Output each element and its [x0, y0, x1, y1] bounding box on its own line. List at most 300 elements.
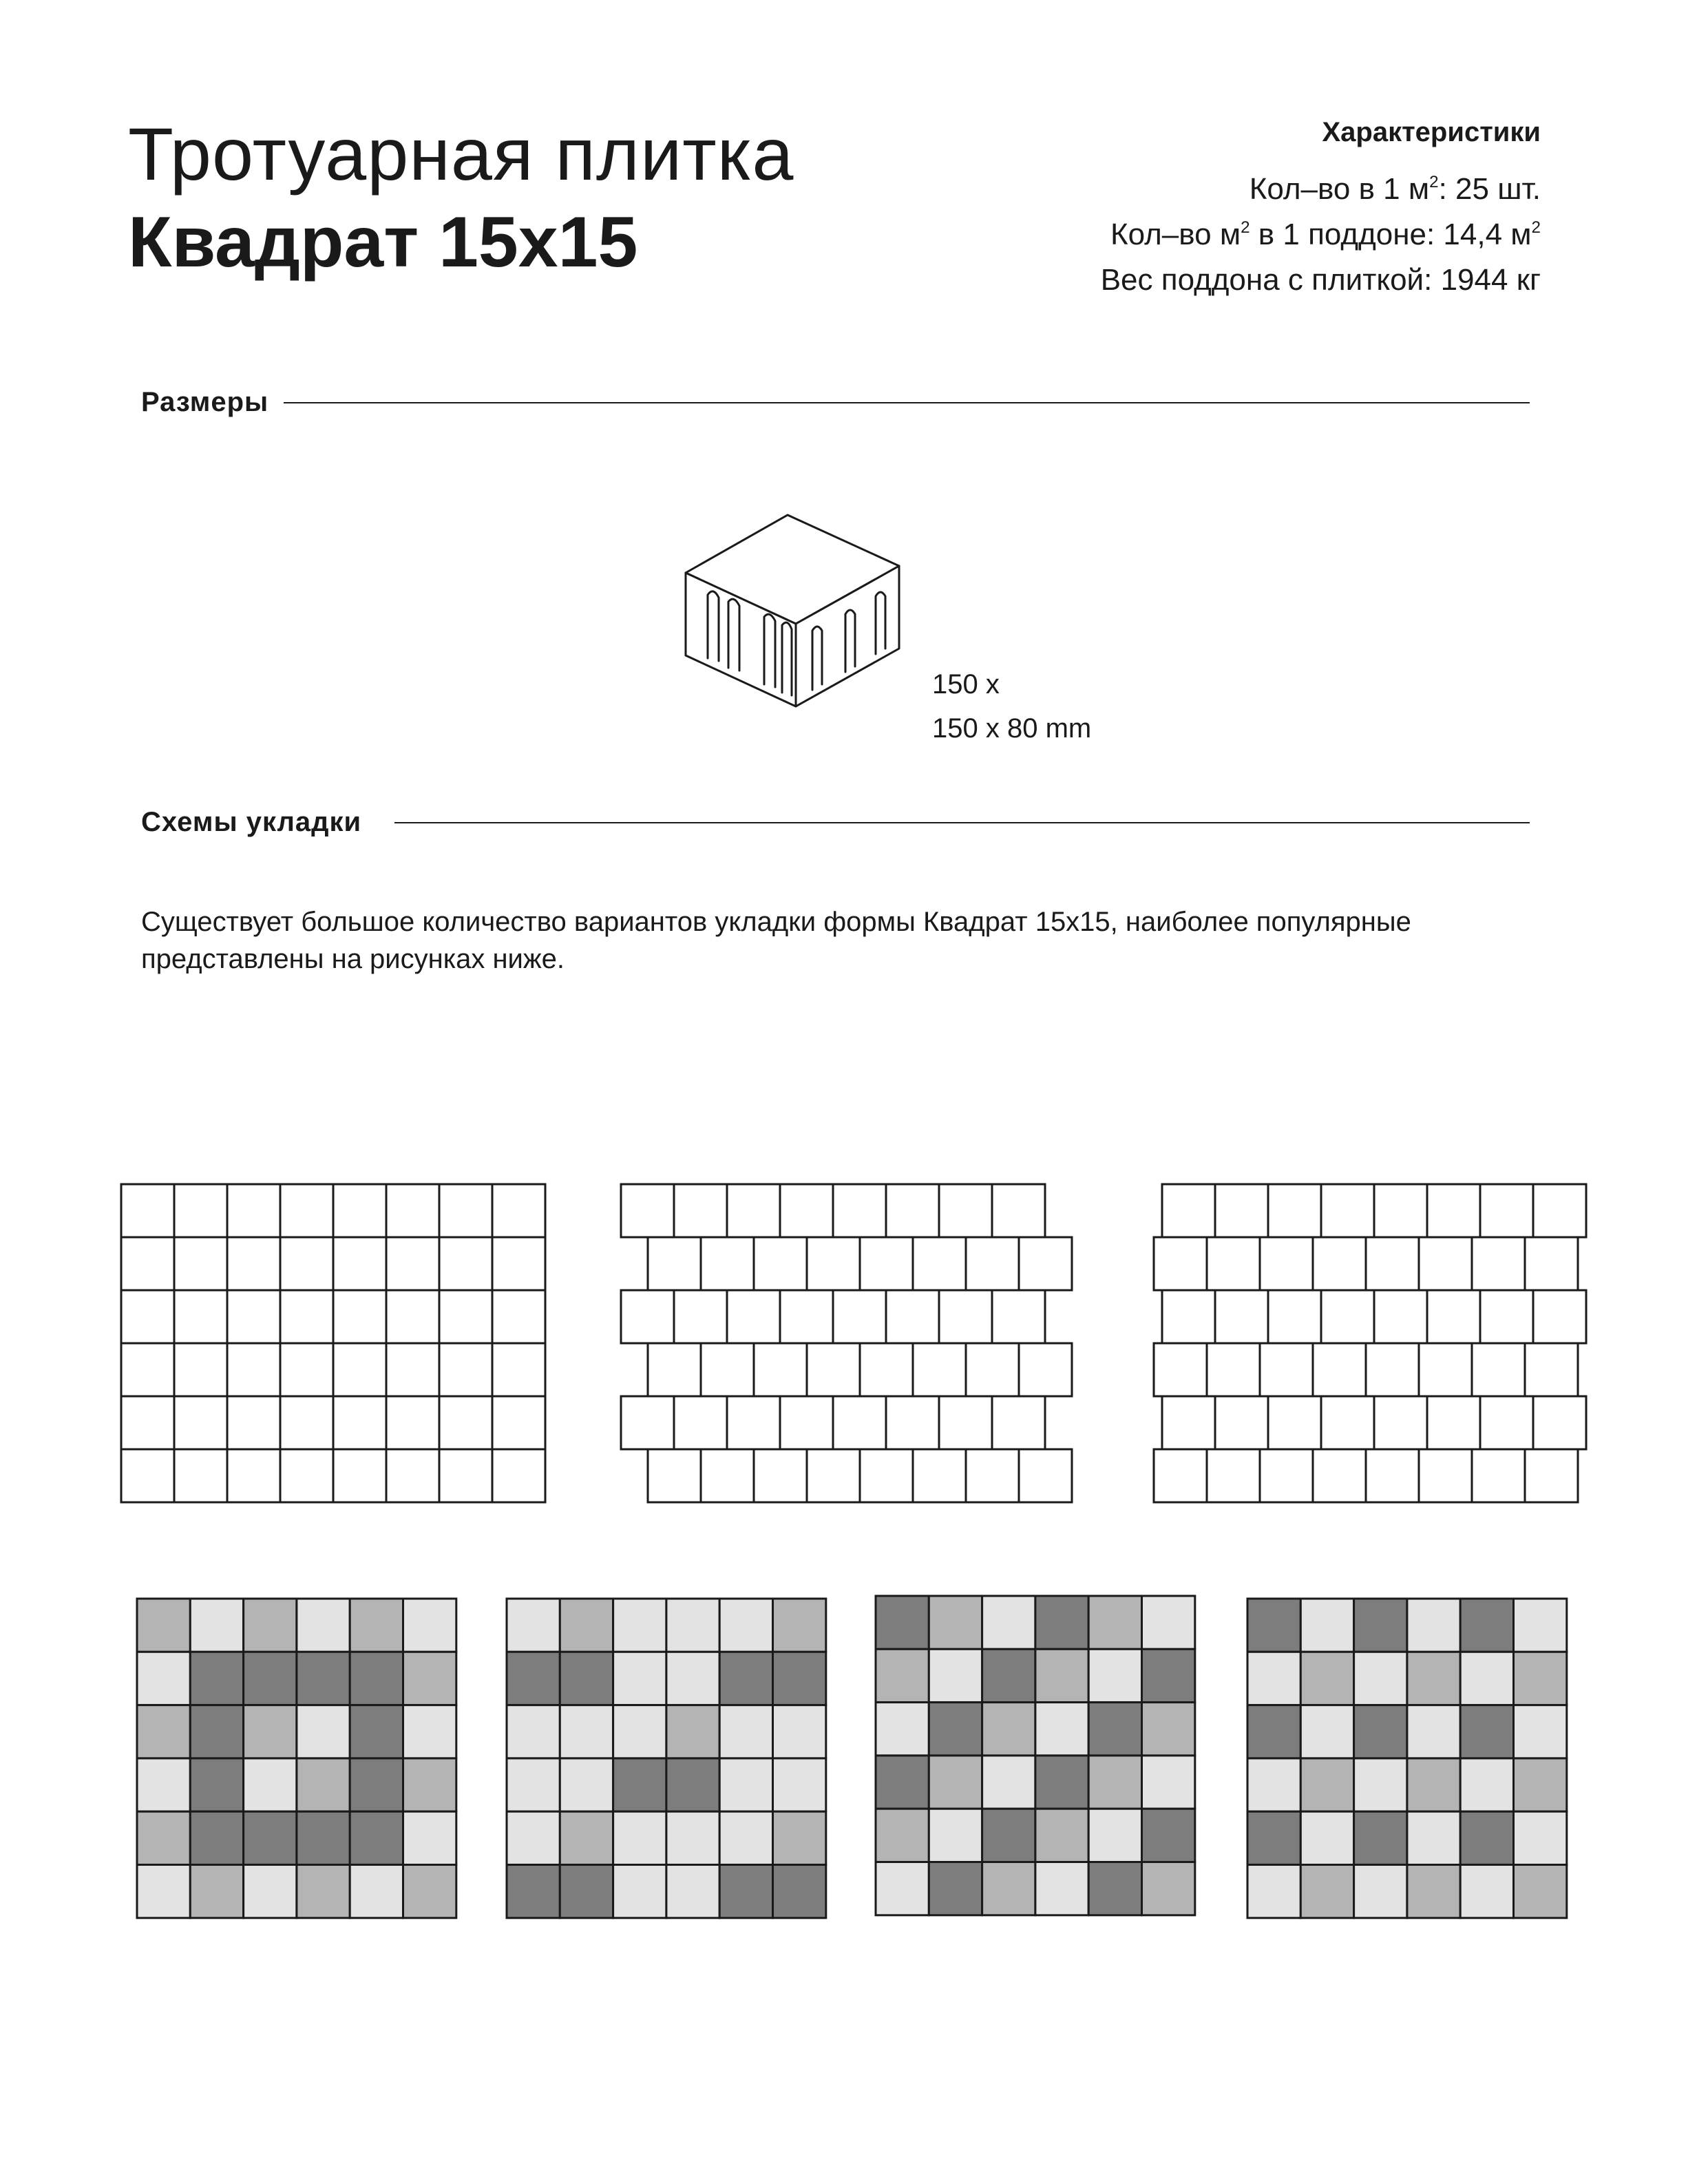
paver-tile	[1300, 1758, 1353, 1811]
paver-tile	[297, 1811, 350, 1864]
paver-tile	[507, 1758, 560, 1811]
paver-tile	[1268, 1290, 1321, 1343]
paver-tile	[648, 1343, 701, 1396]
paver-tile	[1480, 1290, 1533, 1343]
specs-heading: Характеристики	[1322, 117, 1541, 147]
paver-tile	[386, 1343, 439, 1396]
paver-tile	[780, 1184, 833, 1237]
paver-tile	[833, 1184, 886, 1237]
paver-tile	[350, 1758, 403, 1811]
paver-tile	[666, 1599, 719, 1652]
paver-tile	[719, 1705, 772, 1758]
paver-tile	[1514, 1758, 1567, 1811]
paver-tile	[807, 1449, 860, 1502]
paver-tile	[1533, 1184, 1586, 1237]
paver-tile	[1215, 1184, 1268, 1237]
paver-tile	[966, 1343, 1019, 1396]
paver-tile	[386, 1184, 439, 1237]
paver-tile	[719, 1652, 772, 1705]
paver-tile	[666, 1705, 719, 1758]
paver-tile	[403, 1652, 456, 1705]
paver-tile	[1019, 1343, 1072, 1396]
paver-tile	[386, 1396, 439, 1449]
paver-tile	[227, 1396, 280, 1449]
paver-tile	[350, 1705, 403, 1758]
paver-tile	[1366, 1343, 1419, 1396]
paver-tile	[121, 1290, 174, 1343]
paver-tile	[1247, 1758, 1300, 1811]
paver-tile	[982, 1649, 1035, 1702]
paver-tile	[1480, 1396, 1533, 1449]
paver-tile	[1419, 1237, 1472, 1290]
paver-tile	[1088, 1756, 1141, 1809]
paver-tile	[982, 1862, 1035, 1915]
paver-tile	[701, 1343, 754, 1396]
paver-tile	[1514, 1705, 1567, 1758]
paver-tile	[227, 1343, 280, 1396]
paver-tile	[860, 1343, 913, 1396]
paver-tile	[1419, 1449, 1472, 1502]
paver-tile	[833, 1290, 886, 1343]
section-sizes	[141, 387, 1530, 418]
paver-tile	[1407, 1599, 1460, 1652]
paver-tile	[719, 1599, 772, 1652]
paver-tile	[1260, 1237, 1313, 1290]
paver-tile	[333, 1396, 386, 1449]
paver-tile	[174, 1237, 227, 1290]
paver-tile	[773, 1599, 826, 1652]
paver-tile	[1427, 1290, 1480, 1343]
paver-tile	[403, 1705, 456, 1758]
paver-tile	[913, 1237, 966, 1290]
dimensions-line-1: 150 х	[932, 669, 1000, 699]
paver-tile	[1313, 1449, 1366, 1502]
paver-tile	[754, 1237, 807, 1290]
paver-tile	[1035, 1703, 1088, 1756]
paver-tile	[1142, 1703, 1195, 1756]
paver-tile	[860, 1449, 913, 1502]
paver-tile	[1260, 1449, 1313, 1502]
paver-tile	[613, 1652, 666, 1705]
paver-tile	[190, 1599, 243, 1652]
paver-tile	[666, 1758, 719, 1811]
paver-tile	[1154, 1237, 1207, 1290]
paver-tile	[137, 1865, 190, 1918]
paver-tile	[876, 1862, 929, 1915]
paver-tile	[1162, 1396, 1215, 1449]
paver-tile	[992, 1290, 1045, 1343]
paver-tile	[492, 1184, 545, 1237]
paver-tile	[560, 1811, 613, 1864]
paver-tile	[1321, 1184, 1374, 1237]
paver-tile	[701, 1449, 754, 1502]
paver-tile	[507, 1705, 560, 1758]
paver-tile	[174, 1449, 227, 1502]
paver-tile	[780, 1290, 833, 1343]
paver-tile	[507, 1652, 560, 1705]
section-schemes-title: Схемы укладки	[141, 807, 362, 837]
paver-tile	[333, 1449, 386, 1502]
pattern-stretcher-bond-a	[620, 1183, 1074, 1504]
paver-tile	[1088, 1596, 1141, 1649]
paver-tile	[1419, 1343, 1472, 1396]
paver-tile	[929, 1649, 982, 1702]
paver-tile	[674, 1290, 727, 1343]
paver-tile	[1407, 1811, 1460, 1864]
pattern-color-scheme-2	[505, 1597, 829, 1921]
paver-tile	[1313, 1343, 1366, 1396]
paver-tile	[966, 1237, 1019, 1290]
spec-qty-per-m2: Кол–во в 1 $м^2$: 25 шт.	[1249, 172, 1541, 206]
paver-tile	[929, 1703, 982, 1756]
paver-tile	[1142, 1596, 1195, 1649]
paver-tile	[280, 1396, 333, 1449]
paver-tile	[403, 1599, 456, 1652]
paver-tile	[280, 1343, 333, 1396]
paver-tile	[280, 1184, 333, 1237]
paver-tile	[507, 1811, 560, 1864]
paver-tile	[507, 1865, 560, 1918]
paver-tile	[1514, 1811, 1567, 1864]
paver-tile	[876, 1649, 929, 1702]
section-divider	[394, 822, 1530, 823]
paver-tile	[403, 1811, 456, 1864]
paver-tile	[886, 1396, 939, 1449]
title-product-name: Квадрат 15х15	[128, 202, 638, 282]
paver-tile	[1407, 1652, 1460, 1705]
paver-tile	[350, 1652, 403, 1705]
paver-tile	[1374, 1396, 1427, 1449]
paver-tile	[1354, 1652, 1407, 1705]
paver-tile	[876, 1703, 929, 1756]
paver-tile	[727, 1184, 780, 1237]
paver-tile	[439, 1396, 492, 1449]
paver-tile	[939, 1290, 992, 1343]
dimensions-line-2: 150 х 80 mm	[932, 713, 1092, 744]
paver-tile	[1154, 1449, 1207, 1502]
paver-tile	[1514, 1599, 1567, 1652]
paver-tile	[244, 1758, 297, 1811]
paver-tile	[121, 1343, 174, 1396]
paver-tile	[403, 1865, 456, 1918]
paver-tile	[1247, 1599, 1300, 1652]
paver-tile	[1088, 1862, 1141, 1915]
paver-tile	[1407, 1705, 1460, 1758]
paver-tile	[727, 1290, 780, 1343]
paver-tile	[992, 1396, 1045, 1449]
paver-tile	[350, 1865, 403, 1918]
paver-tile	[244, 1811, 297, 1864]
paver-tile	[719, 1811, 772, 1864]
paver-tile	[1366, 1237, 1419, 1290]
paver-tile	[1472, 1343, 1525, 1396]
paver-tile	[350, 1811, 403, 1864]
paver-tile	[807, 1343, 860, 1396]
paver-tile	[560, 1705, 613, 1758]
paver-tile	[1268, 1396, 1321, 1449]
paver-tile	[773, 1652, 826, 1705]
section-laying-schemes	[141, 807, 1530, 838]
paver-tile	[1407, 1758, 1460, 1811]
paver-illustration	[677, 512, 911, 712]
paver-tile	[773, 1705, 826, 1758]
paver-tile	[982, 1596, 1035, 1649]
paver-tile	[1154, 1343, 1207, 1396]
paver-tile	[1035, 1649, 1088, 1702]
paver-tile	[1162, 1184, 1215, 1237]
paver-tile	[244, 1865, 297, 1918]
paver-tile	[1354, 1758, 1407, 1811]
paver-tile	[1533, 1396, 1586, 1449]
paver-tile	[333, 1290, 386, 1343]
paver-tile	[439, 1449, 492, 1502]
paver-tile	[1366, 1449, 1419, 1502]
paver-tile	[939, 1396, 992, 1449]
paver-tile	[719, 1865, 772, 1918]
paver-tile	[1354, 1599, 1407, 1652]
paver-tile	[1374, 1184, 1427, 1237]
paver-tile	[1407, 1865, 1460, 1918]
paver-tile	[137, 1652, 190, 1705]
paver-tile	[621, 1396, 674, 1449]
paver-tile	[1247, 1652, 1300, 1705]
paver-tile	[121, 1449, 174, 1502]
paver-tile	[244, 1652, 297, 1705]
paver-tile	[966, 1449, 1019, 1502]
paver-tile	[674, 1396, 727, 1449]
section-divider	[284, 402, 1530, 403]
paver-tile	[1142, 1649, 1195, 1702]
paver-tile	[333, 1184, 386, 1237]
paver-tile	[1472, 1449, 1525, 1502]
paver-tile	[613, 1865, 666, 1918]
paver-tile	[1525, 1343, 1578, 1396]
paver-tile	[1514, 1865, 1567, 1918]
paver-tile	[297, 1652, 350, 1705]
paver-tile	[754, 1449, 807, 1502]
paver-tile	[492, 1290, 545, 1343]
paver-tile	[648, 1237, 701, 1290]
paver-tile	[492, 1449, 545, 1502]
paver-tile	[121, 1396, 174, 1449]
paver-tile	[1088, 1809, 1141, 1862]
paver-tile	[1268, 1184, 1321, 1237]
paver-tile	[386, 1237, 439, 1290]
paver-tile	[560, 1865, 613, 1918]
paver-tile	[1374, 1290, 1427, 1343]
paver-tile	[297, 1705, 350, 1758]
paver-tile	[982, 1756, 1035, 1809]
paver-tile	[913, 1343, 966, 1396]
paver-tile	[439, 1290, 492, 1343]
paver-tile	[1035, 1862, 1088, 1915]
pattern-stretcher-bond-b	[1152, 1183, 1590, 1504]
paver-tile	[773, 1758, 826, 1811]
paver-tile	[297, 1865, 350, 1918]
paver-tile	[886, 1184, 939, 1237]
paver-tile	[1321, 1396, 1374, 1449]
paver-tile	[1460, 1758, 1513, 1811]
paver-tile	[190, 1811, 243, 1864]
paver-tile	[386, 1449, 439, 1502]
paver-tile	[403, 1758, 456, 1811]
paver-tile	[929, 1862, 982, 1915]
paver-tile	[754, 1343, 807, 1396]
paver-tile	[1300, 1705, 1353, 1758]
paver-tile	[121, 1184, 174, 1237]
paver-tile	[507, 1599, 560, 1652]
paver-tile	[1354, 1865, 1407, 1918]
paver-tile	[174, 1396, 227, 1449]
paver-tile	[227, 1184, 280, 1237]
paver-tile	[1142, 1809, 1195, 1862]
paver-tile	[1162, 1290, 1215, 1343]
paver-tile	[876, 1596, 929, 1649]
paver-tile	[1460, 1865, 1513, 1918]
paver-tile	[613, 1758, 666, 1811]
paver-tile	[982, 1809, 1035, 1862]
paver-tile	[613, 1705, 666, 1758]
paver-tile	[1247, 1705, 1300, 1758]
paver-tile	[137, 1705, 190, 1758]
paver-tile	[1354, 1811, 1407, 1864]
paver-tile	[227, 1449, 280, 1502]
paver-tile	[1525, 1237, 1578, 1290]
paver-tile	[137, 1599, 190, 1652]
paver-tile	[1460, 1599, 1513, 1652]
paver-tile	[876, 1809, 929, 1862]
pattern-color-scheme-4	[1246, 1597, 1570, 1921]
paver-tile	[137, 1811, 190, 1864]
paver-tile	[333, 1343, 386, 1396]
laying-description: Существует большое количество вариантов укладки формы Квадрат 15х15, наиболее популярные представлены на рисунках ниже.	[141, 907, 1411, 974]
paver-tile	[780, 1396, 833, 1449]
paver-tile	[492, 1343, 545, 1396]
paver-tile	[666, 1652, 719, 1705]
paver-tile	[227, 1237, 280, 1290]
paver-tile	[666, 1811, 719, 1864]
paver-tile	[773, 1865, 826, 1918]
paver-tile	[1300, 1652, 1353, 1705]
section-sizes-title: Размеры	[141, 387, 269, 417]
paver-tile	[674, 1184, 727, 1237]
paver-tile	[1260, 1343, 1313, 1396]
paver-tile	[244, 1705, 297, 1758]
paver-tile	[1142, 1862, 1195, 1915]
paver-tile	[1207, 1237, 1260, 1290]
paver-tile	[913, 1449, 966, 1502]
paver-tile	[666, 1865, 719, 1918]
paver-tile	[833, 1396, 886, 1449]
paver-tile	[560, 1758, 613, 1811]
paver-tile	[1427, 1396, 1480, 1449]
paver-tile	[190, 1705, 243, 1758]
paver-tile	[121, 1237, 174, 1290]
paver-tile	[174, 1290, 227, 1343]
paver-tile	[297, 1758, 350, 1811]
paver-tile	[860, 1237, 913, 1290]
paver-tile	[648, 1449, 701, 1502]
paver-tile	[190, 1865, 243, 1918]
paver-tile	[621, 1290, 674, 1343]
paver-tile	[439, 1343, 492, 1396]
paver-tile	[1247, 1811, 1300, 1864]
pattern-straight-grid	[120, 1183, 547, 1504]
paver-tile	[244, 1599, 297, 1652]
paver-tile	[190, 1652, 243, 1705]
paver-tile	[1215, 1290, 1268, 1343]
paver-tile	[1035, 1596, 1088, 1649]
paver-tile	[492, 1237, 545, 1290]
paver-tile	[439, 1237, 492, 1290]
paver-tile	[280, 1237, 333, 1290]
paver-tile	[386, 1290, 439, 1343]
title-product-type: Тротуарная плитка	[128, 112, 794, 196]
paver-tile	[929, 1596, 982, 1649]
paver-tile	[1460, 1652, 1513, 1705]
paver-tile	[1088, 1703, 1141, 1756]
paver-tile	[929, 1756, 982, 1809]
pattern-color-scheme-3	[874, 1595, 1198, 1918]
paver-tile	[1247, 1865, 1300, 1918]
paver-tile	[1142, 1756, 1195, 1809]
paver-tile	[1035, 1809, 1088, 1862]
paver-tile	[174, 1184, 227, 1237]
paver-tile	[1035, 1756, 1088, 1809]
paver-tile	[876, 1756, 929, 1809]
paver-tile	[1427, 1184, 1480, 1237]
paver-tile	[280, 1290, 333, 1343]
dimensions-label	[932, 662, 1091, 750]
spec-m2-per-pallet: Кол–во $м^2$ в 1 поддоне: 14,4 $м^2$	[1110, 218, 1541, 251]
paver-tile	[982, 1703, 1035, 1756]
paver-tile	[492, 1396, 545, 1449]
paver-tile	[1300, 1599, 1353, 1652]
paver-tile	[333, 1237, 386, 1290]
paver-tile	[280, 1449, 333, 1502]
paver-tile	[190, 1758, 243, 1811]
pattern-color-scheme-1	[136, 1597, 459, 1921]
paver-tile	[560, 1599, 613, 1652]
paver-tile	[1514, 1652, 1567, 1705]
paver-tile	[1533, 1290, 1586, 1343]
paver-tile	[1019, 1449, 1072, 1502]
paver-tile	[701, 1237, 754, 1290]
paver-tile	[227, 1290, 280, 1343]
spec-pallet-weight: Вес поддона с плиткой: 1944 кг	[1100, 263, 1541, 297]
paver-tile	[1300, 1865, 1353, 1918]
paver-tile	[1321, 1290, 1374, 1343]
paver-tile	[1088, 1649, 1141, 1702]
paver-tile	[174, 1343, 227, 1396]
paver-tile	[621, 1184, 674, 1237]
paver-tile	[613, 1811, 666, 1864]
paver-tile	[1480, 1184, 1533, 1237]
paver-tile	[1460, 1705, 1513, 1758]
paver-tile	[807, 1237, 860, 1290]
paver-tile	[1313, 1237, 1366, 1290]
paver-tile	[1215, 1396, 1268, 1449]
paver-tile	[613, 1599, 666, 1652]
paver-tile	[939, 1184, 992, 1237]
paver-tile	[719, 1758, 772, 1811]
paver-tile	[1354, 1705, 1407, 1758]
paver-tile	[727, 1396, 780, 1449]
paver-tile	[886, 1290, 939, 1343]
paver-tile	[1472, 1237, 1525, 1290]
specs-block	[1101, 118, 1541, 303]
paver-tile	[439, 1184, 492, 1237]
